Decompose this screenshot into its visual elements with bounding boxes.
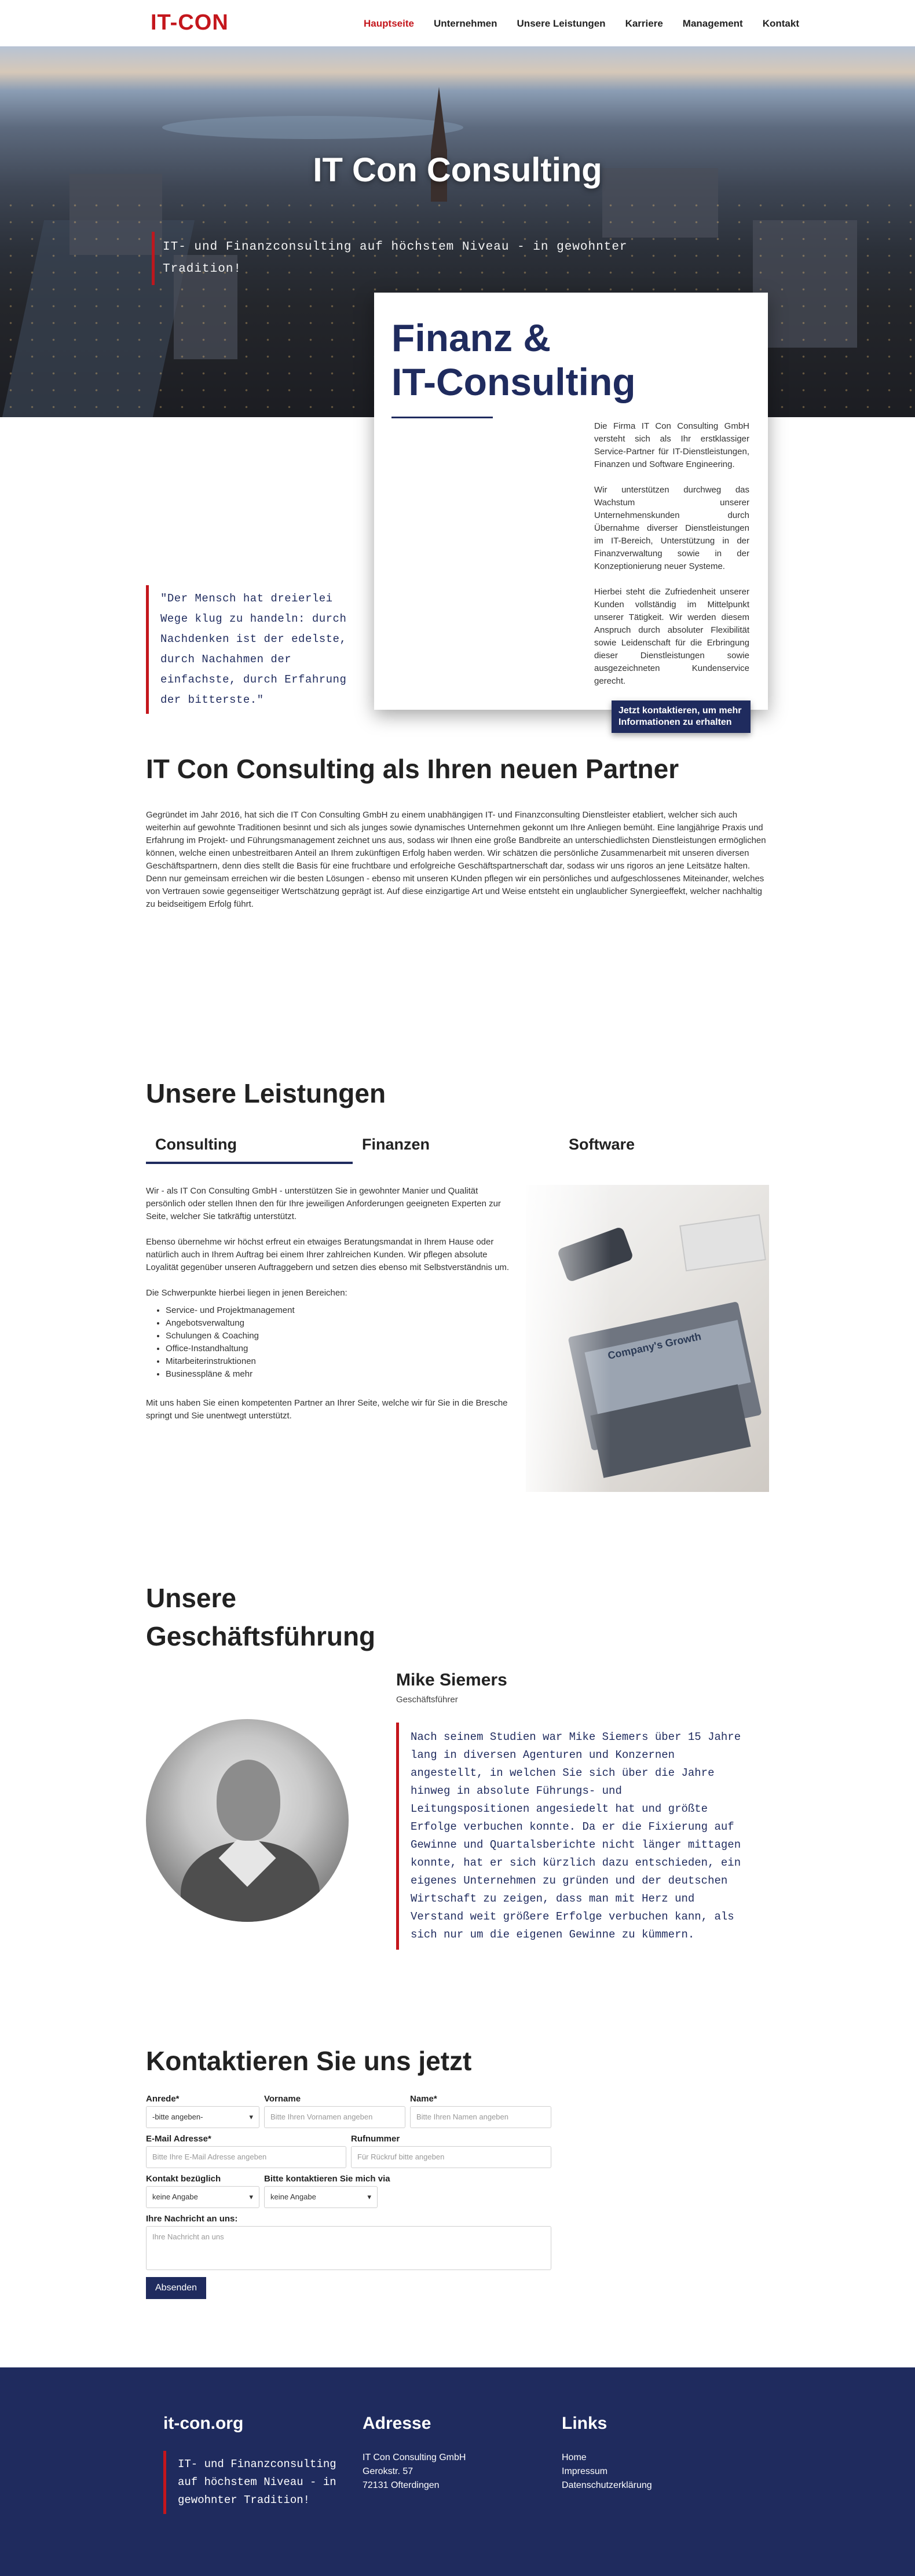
contact-form [146, 2094, 551, 2299]
nav-kontakt[interactable]: Kontakt [762, 18, 799, 29]
side-quote: "Der Mensch hat dreierlei Wege klug zu handeln: durch Nachdenken ist der edelste, durch Nachahmen der einfachste, durch Erfahrung der bitterste." [146, 585, 354, 714]
chevron-down-icon: ▾ [249, 2112, 253, 2121]
footer [0, 2367, 915, 2576]
footer-col-address [363, 2414, 466, 2493]
address-line: 72131 Ofterdingen [363, 2480, 440, 2490]
card-paragraph: Die Firma IT Con Consulting GmbH versteht sich als Ihr erstklassiger Service-Partner für IT-Dienstleistungen, Finanzen und Software Engineering. [594, 421, 749, 469]
card-text [594, 420, 749, 700]
contact-via-label: Bitte kontaktieren Sie mich via [264, 2174, 390, 2184]
footer-links [562, 2451, 652, 2493]
vorname-input[interactable]: Bitte Ihren Vornamen angeben [264, 2106, 405, 2128]
anrede-label: Anrede* [146, 2094, 180, 2104]
leistungen-tabs [146, 1136, 769, 1164]
partner-section [146, 753, 769, 911]
footer-links-title: Links [562, 2414, 607, 2433]
tab-panel-text [146, 1185, 517, 1492]
name-field-group [410, 2094, 551, 2128]
vorname-field-group [264, 2094, 405, 2128]
focus-list [166, 1304, 517, 1381]
leistungen-paragraph: Wir - als IT Con Consulting GmbH - unterstützen Sie in gewohnter Manier und Qualität persönlich oder stellen Ihnen den für Ihre jeweiligen Anforderungen geeigneten Experten zur Seite, welcher Sie tatkräftig unterstützt. [146, 1186, 501, 1221]
avatar [146, 1719, 349, 1922]
message-textarea[interactable]: Ihre Nachricht an uns [146, 2226, 551, 2270]
contact-cta-button[interactable]: Jetzt kontaktieren, um mehr Informationen zu erhalten [612, 700, 751, 733]
church-spire [431, 87, 447, 151]
anrede-field-group [146, 2094, 259, 2128]
form-row [146, 2134, 551, 2168]
phone-field-group [351, 2134, 551, 2168]
subject-select[interactable] [146, 2186, 259, 2208]
management-title [146, 1579, 769, 1655]
message-field-group [146, 2214, 551, 2270]
card-paragraph: Hierbei steht die Zufriedenheit unserer Kunden vollständig im Mittelpunkt unserer Tätigkeit. Wir werden diesem Anspruch durch absoluter Flexibilität sowie Leidenschaft für die Erbringung dieser Dienstleistungen sowie ausgezeichneten Kundenservice gerecht. [594, 587, 749, 686]
contact-title: Kontaktieren Sie uns jetzt [146, 2046, 472, 2076]
contact-via-select[interactable] [264, 2186, 378, 2208]
partner-text: Gegründet im Jahr 2016, hat sich die IT Con Consulting GmbH zu einem unabhängigen IT- und Finanzconsulting Dienstleister etabliert, welcher sich auch weiterhin auf gewohnte Traditionen besinnt und sich als junges sowie dynamisches Unternehmen gekonnt um Ihre Anliegen bemüht. Eine langjährige Praxis und Erfahrung im Projekt- und Führungsmanagement zeichnet uns aus, sodass wir Ihnen eine große Bandbreite an unterschiedlichsten Dienstleistungen ermöglichen können, welche einen unbestreitbaren Anteil an Ihrem zukünftigen Erfolg haben werden. Wir schätzen die persönliche Zusammenarbeit mit unseren diversen Geschäftspartnern, denn dies stellt die Basis für eine fruchtbare und erfolgreiche Geschäftspartnerschaft dar, sodass wir uns rigoros an jene Leitsätze halten. Denn nur gemeinsam erreichen wir die besten Lösungen - ebenso mit unseren KUnden pflegen wir ein persönliches und aufgeschlossenes Miteinander, welches von Vertrauen sowie gegenseitiger Wertschätzung geprägt ist. Auf diese einzigartige Art und Weise entsteht ein unglaublicher Synergieeffekt, welcher nachhaltig zu beidseitigem Erfolg führt. [146, 810, 766, 909]
nav-management[interactable]: Management [682, 18, 743, 29]
contact-via-field-group [264, 2174, 390, 2208]
anrede-value: -bitte angeben- [152, 2112, 203, 2121]
card-title-line2: IT-Consulting [391, 360, 636, 403]
contact-via-value: keine Angabe [270, 2192, 316, 2201]
manager-name: Mike Siemers [396, 1670, 507, 1690]
logo[interactable]: IT-CON [151, 10, 229, 35]
top-bar [0, 0, 915, 46]
footer-link-impressum[interactable]: Impressum [562, 2466, 608, 2476]
management-title-line1: Unsere [146, 1583, 236, 1613]
avatar-head [217, 1760, 280, 1841]
tab-panel [146, 1185, 769, 1492]
chevron-down-icon: ▾ [249, 2192, 253, 2201]
email-label: E-Mail Adresse* [146, 2134, 211, 2144]
finanz-card [374, 293, 768, 727]
manager-role: Geschäftsführer [396, 1695, 458, 1705]
email-field-group [146, 2134, 346, 2168]
address-line: IT Con Consulting GmbH [363, 2453, 466, 2462]
submit-button[interactable]: Absenden [146, 2277, 206, 2299]
name-label: Name* [410, 2094, 437, 2104]
card-paragraph: Wir unterstützen durchweg das Wachstum unserer Unternehmenskunden durch Übernahme diverser Dienstleistungen im IT-Bereich, Unterstützung in der Finanzverwaltung sowie in der Konzeptionierung neuer Systeme. [594, 485, 749, 571]
leistungen-section [146, 1078, 769, 1492]
footer-link-datenschutz[interactable]: Datenschutzerklärung [562, 2480, 652, 2490]
address-line: Gerokstr. 57 [363, 2466, 413, 2476]
footer-about-title: it-con.org [163, 2414, 244, 2433]
nav-hauptseite[interactable]: Hauptseite [364, 18, 414, 29]
partner-title: IT Con Consulting als Ihren neuen Partner [146, 754, 679, 784]
list-item: • Office-Instandhaltung [166, 1342, 517, 1355]
chevron-down-icon: ▾ [367, 2192, 371, 2201]
hero-lake [162, 116, 463, 139]
nav-unternehmen[interactable]: Unternehmen [433, 18, 497, 29]
subject-field-group [146, 2174, 259, 2208]
footer-quote: IT- und Finanzconsulting auf höchstem Niveau - in gewohnter Tradition! [163, 2451, 360, 2514]
phone-label: Rufnummer [351, 2134, 400, 2144]
leistungen-paragraph: Ebenso übernehme wir höchst erfreut ein etwaiges Beratungsmandat in Ihrem Hause oder natürlich auch in Ihrem Auftrag bei einem Ihrer zahlreichen Kunden. Wir pflegen absolute Loyalität gegenüber unseren Auftraggebern und setzen dies ebenso mit Selbstverständnis um. [146, 1237, 510, 1272]
vorname-label: Vorname [264, 2094, 301, 2104]
list-item: • Angebotsverwaltung [166, 1317, 517, 1330]
card-divider [391, 417, 493, 418]
hero-title: IT Con Consulting [313, 151, 602, 189]
leistungen-paragraph: Mit uns haben Sie einen kompetenten Partner an Ihrer Seite, welche wir für Sie in die Bresche springt und Sie unentwegt unterstützt. [146, 1398, 508, 1421]
management-title-line2: Geschäftsführung [146, 1621, 376, 1651]
tab-software[interactable]: Software [569, 1136, 635, 1153]
form-row [146, 2174, 551, 2208]
footer-address [363, 2451, 466, 2493]
footer-col-about [163, 2414, 360, 2514]
hero-quote: IT- und Finanzconsulting auf höchstem Niveau - in gewohnter Tradition! [152, 232, 696, 285]
laptop-image [526, 1185, 769, 1492]
nav-karriere[interactable]: Karriere [625, 18, 663, 29]
manager-quote: Nach seinem Studien war Mike Siemers über 15 Jahre lang in diversen Agenturen und Konzernen angestellt, in welchen Sie sich über die Jahre hinweg in absolute Führungs- und Leitungspositionen angesiedelt hat und größte Erfolge verbuchen konnte. Da er die Fixierung auf Gewinne und Quartalsberichte nicht länger mittagen konnte, hat er sich kürzlich dazu entschieden, ein eigenes Unternehmen zu gründen und der deutschen Wirtschaft zu zeigen, dass man mit Herz und Verstand weit größere Erfolge verbuchen kann, als sich nur um die eigenen Gewinne zu kümmern. [396, 1723, 744, 1950]
image-fade [526, 1185, 769, 1492]
management-section [146, 1579, 769, 1941]
email-field[interactable]: Bitte Ihre E-Mail Adresse angeben [146, 2146, 346, 2168]
name-input[interactable]: Bitte Ihren Namen angeben [410, 2106, 551, 2128]
footer-address-title: Adresse [363, 2414, 431, 2433]
card-title-line1: Finanz & [391, 316, 551, 359]
list-item: • Service- und Projektmanagement [166, 1304, 517, 1317]
tab-consulting[interactable]: Consulting [146, 1136, 353, 1164]
list-item: • Schulungen & Coaching [166, 1330, 517, 1342]
subject-label: Kontakt bezüglich [146, 2174, 221, 2184]
footer-col-links [562, 2414, 652, 2493]
leistungen-title: Unsere Leistungen [146, 1078, 386, 1108]
subject-value: keine Angabe [152, 2192, 198, 2201]
tab-finanzen[interactable]: Finanzen [362, 1136, 430, 1153]
list-item: • Businesspläne & mehr [166, 1368, 517, 1381]
nav-leistungen[interactable]: Unsere Leistungen [517, 18, 606, 29]
phone-field[interactable]: Für Rückruf bitte angeben [351, 2146, 551, 2168]
form-row [146, 2094, 551, 2128]
anrede-select[interactable] [146, 2106, 259, 2128]
message-label: Ihre Nachricht an uns: [146, 2214, 238, 2224]
contact-section [146, 2045, 551, 2299]
list-item: • Mitarbeiterinstruktionen [166, 1355, 517, 1368]
footer-link-home[interactable]: Home [562, 2453, 587, 2462]
card-title [391, 316, 751, 404]
main-nav [364, 18, 799, 30]
leistungen-paragraph: Die Schwerpunkte hierbei liegen in jenen Bereichen: [146, 1288, 347, 1298]
